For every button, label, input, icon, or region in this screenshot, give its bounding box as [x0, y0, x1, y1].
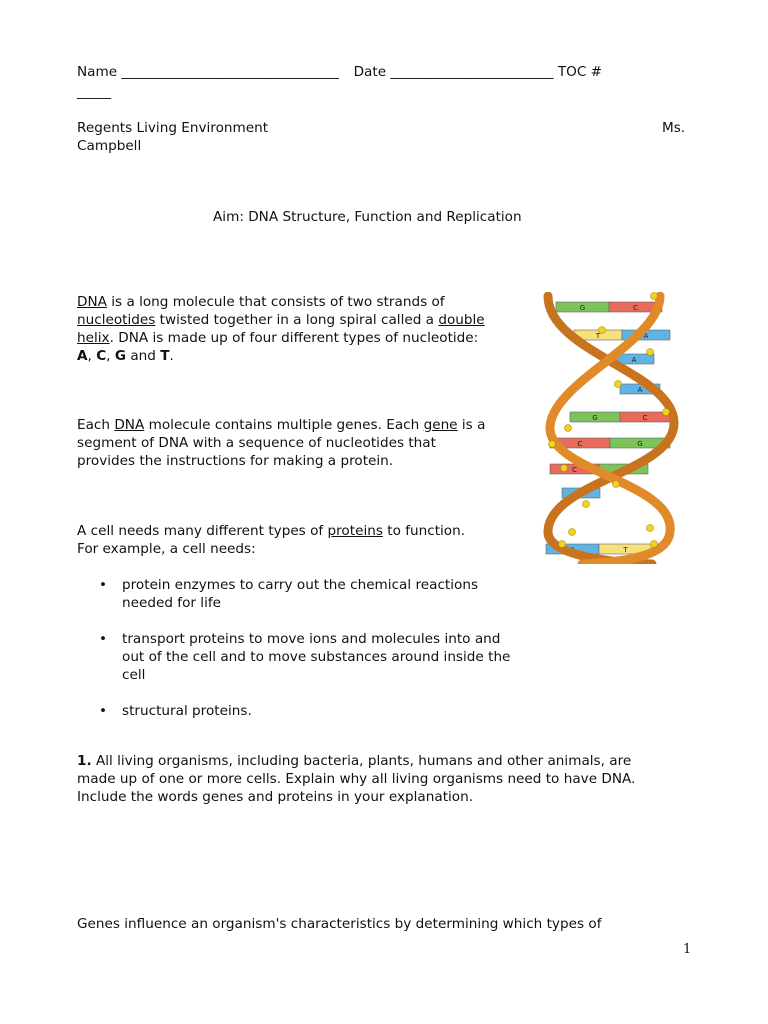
- list-item: • protein enzymes to carry out the chemical reactions needed for life: [77, 576, 517, 612]
- base-label: A: [631, 356, 637, 364]
- base-label: G: [592, 414, 598, 422]
- text: provides the instructions for making a protein.: [77, 453, 394, 469]
- text: twisted together in a long spiral called a: [155, 312, 439, 328]
- term-helix: helix: [77, 330, 110, 346]
- base-label: C: [577, 440, 583, 448]
- proteins-paragraph: [77, 522, 527, 558]
- dna-double-helix-icon: [542, 292, 682, 564]
- phosphate-dot: [647, 349, 654, 356]
- text: made up of one or more cells. Explain why all living organisms need to have DNA.: [77, 771, 636, 787]
- aim-title: Aim: DNA Structure, Function and Replication: [213, 209, 522, 225]
- phosphate-dot: [651, 541, 658, 548]
- phosphate-dot: [549, 441, 556, 448]
- genes-influence-line: Genes influence an organism's characteristics by determining which types of: [77, 916, 602, 932]
- text: . DNA is made up of four different types of nucleotide:: [109, 330, 479, 346]
- text: molecule contains multiple genes. Each: [144, 417, 424, 433]
- list-item: • transport proteins to move ions and molecules into and out of the cell and to move substances around inside the cell: [77, 630, 517, 684]
- course-title: Regents Living Environment: [77, 120, 269, 136]
- base-g: G: [114, 348, 126, 364]
- base-label: A: [637, 386, 643, 394]
- term-dna: DNA: [77, 294, 107, 310]
- phosphate-dot: [647, 525, 654, 532]
- text: ,: [106, 348, 115, 364]
- term-gene: gene: [423, 417, 458, 433]
- base-label: A: [570, 546, 575, 554]
- phosphate-dot: [559, 541, 566, 548]
- base-label: C: [642, 414, 648, 422]
- toc-blank: _____: [77, 84, 111, 100]
- base-label: A: [643, 332, 649, 340]
- text: .: [169, 348, 174, 364]
- term-nucleotides: nucleotides: [77, 312, 156, 328]
- text: For example, a cell needs:: [77, 541, 256, 557]
- phosphate-dot: [569, 529, 576, 536]
- dna-intro-paragraph: [77, 293, 527, 365]
- base-label: A: [578, 490, 584, 498]
- date-field-label: Date ________________________: [353, 64, 554, 80]
- phosphate-dot: [565, 425, 572, 432]
- text: A cell needs many different types of: [77, 523, 328, 539]
- phosphate-dot: [615, 381, 622, 388]
- question-number: 1.: [77, 753, 92, 769]
- text: Each: [77, 417, 115, 433]
- base-label: G: [579, 304, 586, 312]
- text: to function.: [382, 523, 466, 539]
- name-date-toc-line: [77, 64, 602, 80]
- base-label: C: [572, 466, 577, 474]
- phosphate-dot: [561, 465, 568, 472]
- base-label: G: [620, 466, 627, 474]
- phosphate-dot: [651, 293, 658, 300]
- name-field-label: Name ________________________________: [77, 64, 339, 80]
- term-proteins: proteins: [327, 523, 383, 539]
- text: All living organisms, including bacteria, plants, humans and other animals, are: [91, 753, 632, 769]
- text: segment of DNA with a sequence of nucleotides that: [77, 435, 436, 451]
- text: Include the words genes and proteins in your explanation.: [77, 789, 474, 805]
- text: and: [126, 348, 161, 364]
- base-label: C: [633, 304, 638, 312]
- term-double: double: [438, 312, 485, 328]
- phosphate-dot: [663, 409, 670, 416]
- base-a: A: [77, 348, 88, 364]
- base-label: T: [595, 332, 601, 340]
- base-label: T: [623, 546, 628, 554]
- toc-field-label: TOC #: [557, 64, 603, 80]
- text: is a long molecule that consists of two strands of: [106, 294, 445, 310]
- text: ,: [87, 348, 97, 364]
- teacher-prefix: Ms.: [662, 120, 686, 136]
- base-label: G: [637, 440, 643, 448]
- term-dna: DNA: [114, 417, 145, 433]
- phosphate-dot: [583, 501, 590, 508]
- genes-paragraph: [77, 416, 527, 470]
- base-t: T: [160, 348, 170, 364]
- protein-types-list: [77, 576, 517, 720]
- base-c: C: [96, 348, 107, 364]
- teacher-name: Campbell: [77, 138, 142, 154]
- text: is a: [457, 417, 486, 433]
- page-number: 1: [683, 942, 692, 957]
- phosphate-dot: [613, 481, 620, 488]
- question-1: [77, 752, 697, 806]
- list-item: • structural proteins.: [77, 702, 517, 720]
- phosphate-dot: [599, 327, 606, 334]
